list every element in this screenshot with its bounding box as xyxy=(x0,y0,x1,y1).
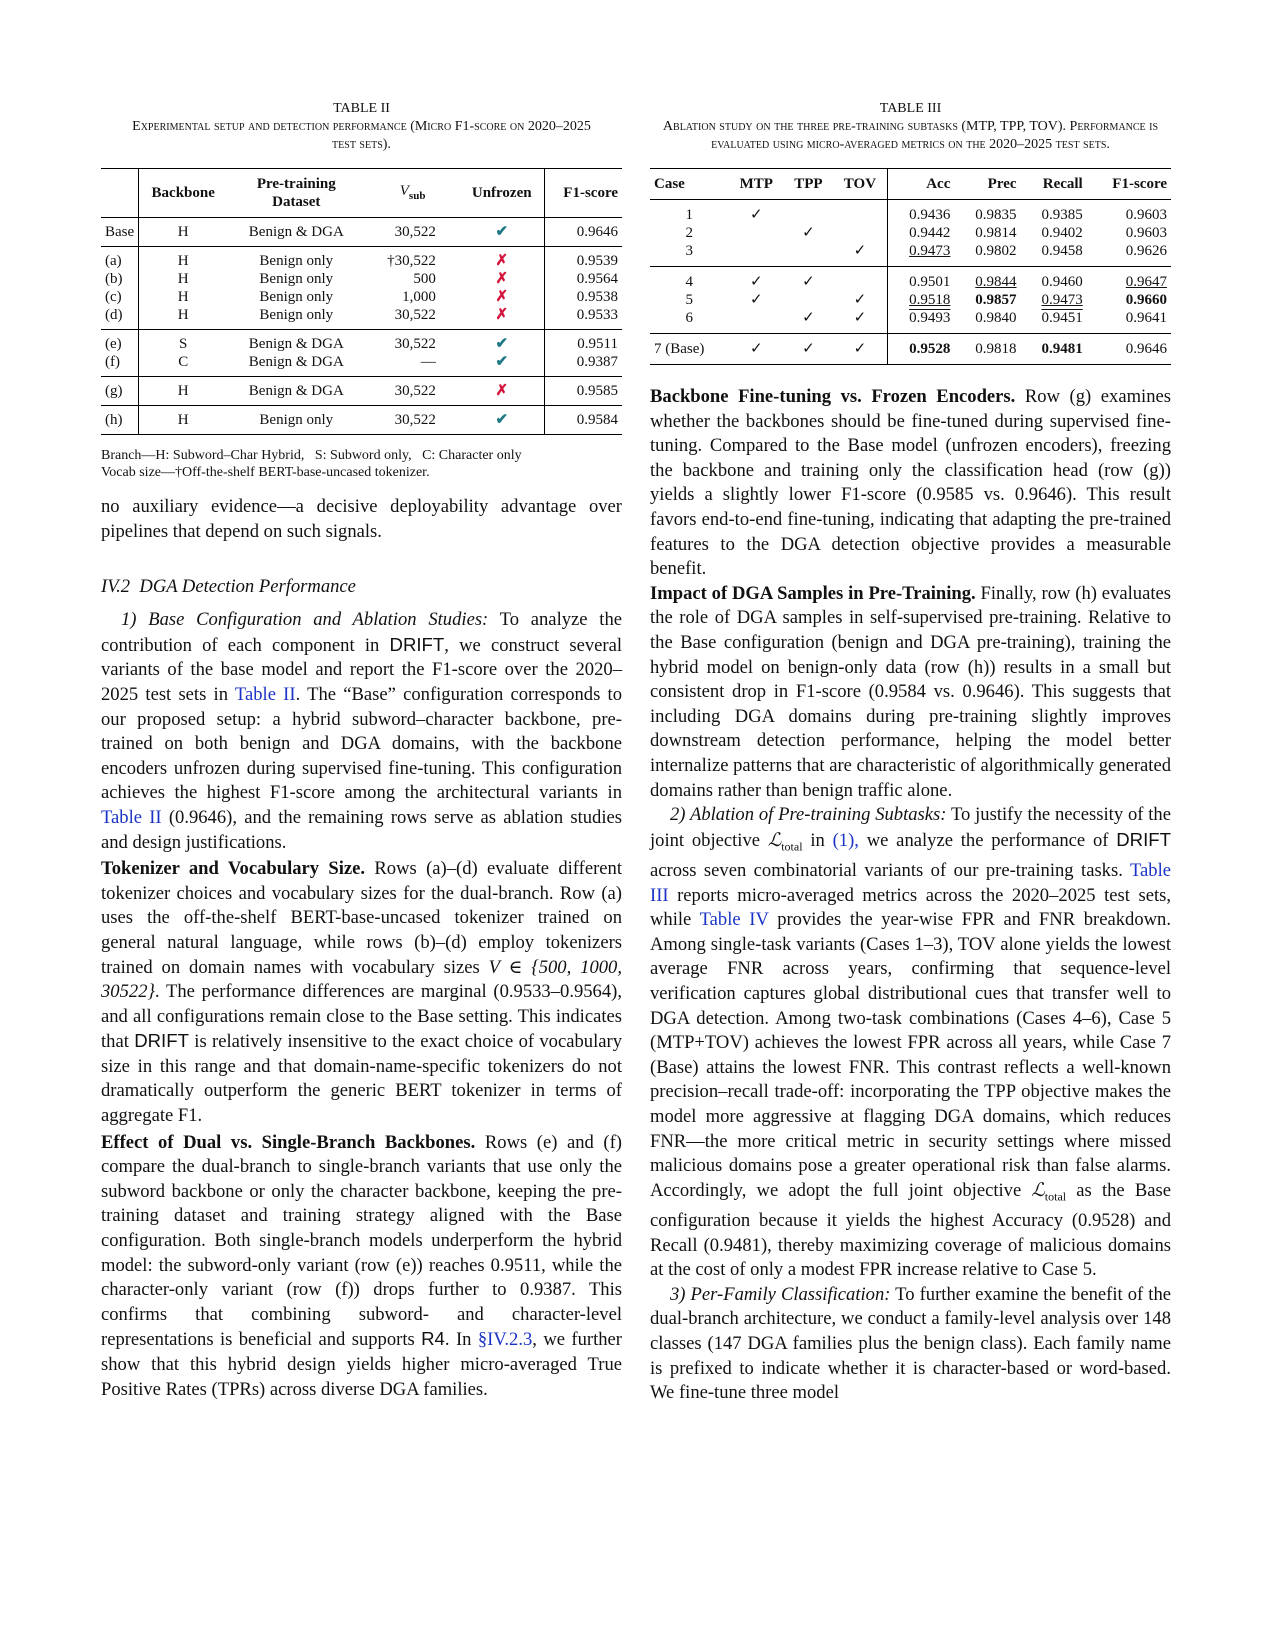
table2-cell-backbone: H xyxy=(177,383,189,399)
table3-cell-f1: 0.9641 xyxy=(1125,310,1167,326)
table3-cell-prec: 0.9844 xyxy=(975,274,1017,290)
table2-cell-id: (d) xyxy=(101,306,139,330)
table3-cell-recall: 0.9460 xyxy=(1041,274,1083,290)
table3-header-mtp: MTP xyxy=(739,176,773,192)
table2-cell-unfrozen: ✗ xyxy=(460,377,544,406)
paragraph-heading: Tokenizer and Vocabulary Size. xyxy=(101,858,366,880)
table2-link[interactable]: Table II xyxy=(101,806,162,828)
table2-cell-id: (e) xyxy=(101,330,139,354)
table-row xyxy=(650,291,1171,309)
table2-cell-vsub: 30,522 xyxy=(394,224,436,240)
table3-cell-case: 1 xyxy=(685,207,693,223)
table2-cell-vsub: 500 xyxy=(413,271,436,287)
table2-cell-dataset: Benign & DGA xyxy=(248,383,344,399)
table3-caption xyxy=(650,100,1171,154)
table2-note-branch: Branch—H: Subword–Char Hybrid, S: Subword only, C: Character only xyxy=(101,448,522,463)
table2-cell-dataset: Benign & DGA xyxy=(248,336,344,352)
table3-cell-f1: 0.9660 xyxy=(1125,292,1167,308)
table3-link[interactable]: Table III xyxy=(650,860,1171,906)
table2-cell-unfrozen: ✗ xyxy=(460,306,544,330)
table2-cell-unfrozen: ✗ xyxy=(460,247,544,271)
table3-cell-prec: 0.9840 xyxy=(975,310,1017,326)
table2-cell-f1: 0.9387 xyxy=(576,354,618,370)
table2-cell-id: (b) xyxy=(101,270,139,288)
table3-cell-recall: 0.9385 xyxy=(1041,207,1083,223)
table2-cell-f1: 0.9533 xyxy=(576,307,618,323)
table3-cell-recall: 0.9451 xyxy=(1041,310,1083,326)
table3-cell-tov: ✓ xyxy=(853,292,867,308)
table3-cell-case: 4 xyxy=(685,274,693,290)
table3-cell-tpp: ✓ xyxy=(802,341,815,357)
table3-cell-acc: 0.9501 xyxy=(909,274,951,290)
table2-cell-id: (f) xyxy=(101,353,139,377)
table3-header-case: Case xyxy=(654,176,685,192)
table2-cell-unfrozen: ✔ xyxy=(460,218,544,247)
paragraph-finetuning: Backbone Fine-tuning vs. Frozen Encoders. Row (g) examines whether the backbones should be fine-tuned during supervised fine-tuning. Compared to the Base model (unfrozen encoders), freezing the backbone and training only the classification head (row (g)) yields a slightly lower F1-score (0.9585 vs. 0.9646). This result favors end-to-end fine-tuning, indicating that adapting the pre-trained features to the DGA detection objective provides a measurable benefit. xyxy=(650,386,1171,580)
table-row xyxy=(101,218,622,247)
drift-name: DRIFT xyxy=(389,633,445,655)
drift-name: DRIFT xyxy=(134,1030,189,1052)
table-row xyxy=(650,334,1171,365)
table2-cell-backbone: H xyxy=(177,307,189,323)
table-row xyxy=(101,330,622,354)
table3-cell-f1: 0.9603 xyxy=(1125,207,1167,223)
table3-header-f1: F1-score xyxy=(1112,176,1167,192)
table2-cell-id: (c) xyxy=(101,288,139,306)
table2-header-f1: F1-score xyxy=(563,185,618,201)
table-row xyxy=(650,267,1171,292)
table2-header-unfrozen: Unfrozen xyxy=(460,169,544,218)
table3-cell-prec: 0.9835 xyxy=(975,207,1017,223)
table2-cell-vsub: †30,522 xyxy=(387,253,436,269)
table3-cell-prec: 0.9802 xyxy=(975,243,1017,259)
table3-cell-recall: 0.9473 xyxy=(1041,292,1083,308)
table2-cell-f1: 0.9538 xyxy=(576,289,618,305)
table3-cell-acc: 0.9442 xyxy=(909,225,951,241)
table2-cell-unfrozen: ✔ xyxy=(460,406,544,435)
left-continuation-paragraph: no auxiliary evidence—a decisive deployability advantage over pipelines that depend on such signals. xyxy=(101,496,622,542)
paragraph-subtask-ablation: 2) Ablation of Pre-training Subtasks: To justify the necessity of the joint objective ℒ$_{total}$ in (1), we analyze the performance of DRIFT across seven combinatorial variants of our pre-training tasks. Table III reports micro-averaged metrics across the 2020–2025 test sets, while Table IV provides the year-wise FPR and FNR breakdown. Among single-task variants (Cases 1–3), TOV alone yields the lowest average FNR across years, confirming that sequence-level verification captures global distributional cues that transfer well to DGA detection. Among two-task combinations (Cases 4–6), Case 5 (MTP+TOV) achieves the lowest FPR across all years, while Case 7 (Base) attains the lowest FNR. This contrast reflects a well-known precision–recall trade-off: incorporating the TPP objective makes the model more aggressive at flagging DGA domains, which reduces FNR—the more critical metric in security settings where missed malicious domains pose a greater operational risk than false alarms. Accordingly, we adopt the full joint objective ℒ$_{total}$ as the Base configuration because it yields the highest Accuracy (0.9528) and Recall (0.9481), thereby maximizing coverage of malicious domains at the cost of only a modest FPR increase relative to Case 5. xyxy=(650,804,1172,1281)
table4-link[interactable]: Table IV xyxy=(699,909,769,931)
table2-cell-dataset: Benign only xyxy=(259,271,334,287)
table3-header-tov: TOV xyxy=(833,169,888,200)
table-row xyxy=(101,306,622,330)
table2-cell-f1: 0.9511 xyxy=(577,336,618,352)
loss-symbol: ℒ$_{total}$ xyxy=(1031,1179,1067,1204)
table2-cell-vsub: 1,000 xyxy=(402,289,436,305)
table3-cell-prec: 0.9818 xyxy=(975,341,1017,357)
table3-cell-case: 2 xyxy=(685,225,693,241)
table2-cell-dataset: Benign & DGA xyxy=(248,354,344,370)
table2-cell-vsub: 30,522 xyxy=(394,383,436,399)
table3-cell-recall: 0.9402 xyxy=(1041,225,1083,241)
table2-cell-dataset: Benign only xyxy=(259,289,334,305)
table2-cell-backbone: S xyxy=(179,336,188,352)
table3-cell-acc: 0.9493 xyxy=(909,310,951,326)
requirement-r4: R4 xyxy=(421,1328,445,1350)
table3-cell-mtp: ✓ xyxy=(749,274,763,290)
table-row xyxy=(101,406,622,435)
table3-cell-mtp: ✓ xyxy=(749,341,763,357)
paragraph-heading: 3) Per-Family Classification: xyxy=(670,1283,891,1305)
table2-cell-backbone: H xyxy=(177,253,189,269)
table3-cell-mtp: ✓ xyxy=(749,292,763,308)
table3-cell-case: 5 xyxy=(685,292,693,308)
table-row xyxy=(101,353,622,377)
table3 xyxy=(650,168,1171,365)
table-row xyxy=(101,270,622,288)
table3-label: TABLE III xyxy=(879,101,942,116)
paragraph-dual-branch: Effect of Dual vs. Single-Branch Backbones. Rows (e) and (f) compare the dual-branch to single-branch variants that use only the subword backbone or only the character backbone, keeping the pre-training dataset and training strategy aligned with the Base configuration. Both single-branch models underperform the hybrid model: the subword-only variant (row (e)) reaches 0.9511, while the character-only variant (row (f)) drops further to 0.9387. This confirms that combining subword- and character-level representations is beneficial and supports R4. In §IV.2.3, we further show that this hybrid design yields higher micro-averaged True Positive Rates (TPRs) across diverse DGA families. xyxy=(101,1131,623,1400)
table2-cell-backbone: H xyxy=(177,224,189,240)
table2-cell-dataset: Benign only xyxy=(259,253,334,269)
table2-header-dataset: Pre-training Dataset xyxy=(256,176,336,210)
paragraph-heading: 1) Base Configuration and Ablation Studies: xyxy=(121,609,489,631)
table-row xyxy=(101,247,622,271)
table3-cell-tpp: ✓ xyxy=(802,274,815,290)
table3-header-tpp: TPP xyxy=(794,176,823,192)
table2-cell-vsub: 30,522 xyxy=(394,412,436,428)
table2-cell-unfrozen: ✔ xyxy=(460,330,544,354)
table2-header-vsub: $V_{sub}$ xyxy=(399,182,426,202)
paragraph-heading: Impact of DGA Samples in Pre-Training. xyxy=(650,582,976,604)
table-row xyxy=(101,377,622,406)
table2-caption-text: Experimental setup and detection performance (Micro F1-score on 2020–2025 test sets). xyxy=(132,119,591,152)
table-row xyxy=(650,200,1171,225)
table2-cell-backbone: C xyxy=(178,354,189,370)
table3-cell-f1: 0.9647 xyxy=(1125,274,1167,290)
table2-cell-f1: 0.9646 xyxy=(576,224,618,240)
table3-header-prec: Prec xyxy=(987,176,1017,192)
table3-cell-prec: 0.9814 xyxy=(975,225,1017,241)
table3-cell-tpp: ✓ xyxy=(802,225,815,241)
table3-cell-tpp: ✓ xyxy=(802,310,815,326)
equation-link[interactable]: (1), xyxy=(832,829,859,851)
table3-cell-case: 7 (Base) xyxy=(654,341,705,357)
paragraph-dga-samples: Impact of DGA Samples in Pre-Training. Finally, row (h) evaluates the role of DGA samples in self-supervised pre-training. Relative to the Base configuration (benign and DGA pre-training), training the hybrid model on benign-only data (row (h)) results in a small but consistent drop in F1-score (0.9584 vs. 0.9646). This suggests that including DGA domains during pre-training slightly improves downstream detection performance, helping the model better internalize patterns that are characteristic of algorithmically generated domains rather than benign traffic alone. xyxy=(650,582,1171,801)
table-row xyxy=(650,242,1171,267)
table3-cell-f1: 0.9626 xyxy=(1125,243,1167,259)
table3-cell-recall: 0.9458 xyxy=(1041,243,1083,259)
table3-cell-acc: 0.9518 xyxy=(909,292,951,308)
table2-cell-vsub: 30,522 xyxy=(394,307,436,323)
table-row xyxy=(650,309,1171,334)
table3-cell-acc: 0.9528 xyxy=(909,341,951,357)
table2-cell-f1: 0.9584 xyxy=(576,412,618,428)
table2-cell-backbone: H xyxy=(177,412,189,428)
table2-cell-dataset: Benign & DGA xyxy=(248,224,344,240)
table3-cell-f1: 0.9603 xyxy=(1125,225,1167,241)
table3-header-acc: Acc xyxy=(926,176,951,192)
table3-cell-case: 3 xyxy=(685,243,693,259)
table3-header-recall: Recall xyxy=(1042,176,1083,192)
table2-note-vocab: Vocab size—†Off-the-shelf BERT-base-uncased tokenizer. xyxy=(101,465,430,480)
table3-cell-case: 6 xyxy=(685,310,693,326)
paragraph-base-config: 1) Base Configuration and Ablation Studies: To analyze the contribution of each component in DRIFT, we construct several variants of the base model and report the F1-score over the 2020–2025 test sets in Table II. The “Base” configuration corresponds to our proposed setup: a hybrid subword–character backbone, pre-trained on both benign and DGA domains, with the backbone encoders unfrozen during supervised fine-tuning. This configuration achieves the highest F1-score among the architectural variants in Table II (0.9646), and the remaining rows serve as ablation studies and design justifications. xyxy=(101,609,623,853)
table2-cell-id: Base xyxy=(101,218,139,247)
paragraph-tokenizer: Tokenizer and Vocabulary Size. Rows (a)–(d) evaluate different tokenizer choices and vocabulary sizes for the dual-branch. Row (a) uses the off-the-shelf BERT-base-uncased tokenizer trained on general natural language, while rows (b)–(d) employ tokenizers trained on domain names with vocabulary sizes V ∈ {500, 1000, 30522}. The performance differences are marginal (0.9533–0.9564), and all configurations remain close to the Base setting. This indicates that DRIFT is relatively insensitive to the exact choice of vocabulary size in this range and that domain-name-specific tokenizers do not dramatically outperform the generic BERT tokenizer in terms of aggregate F1. xyxy=(101,858,622,1127)
drift-name: DRIFT xyxy=(1116,828,1171,850)
table2-cell-unfrozen: ✗ xyxy=(460,270,544,288)
table2-cell-vsub: — xyxy=(420,354,436,370)
paragraph-heading: Backbone Fine-tuning vs. Frozen Encoders. xyxy=(650,386,1016,407)
right-column xyxy=(650,100,1171,1406)
table-row xyxy=(101,288,622,306)
table2-cell-unfrozen: ✔ xyxy=(460,353,544,377)
table2-cell-dataset: Benign only xyxy=(259,412,334,428)
vocab-math: V ∈ {500, 1000, 30522} xyxy=(101,956,622,1003)
table2-cell-unfrozen: ✗ xyxy=(460,288,544,306)
table2-cell-f1: 0.9585 xyxy=(576,383,618,399)
table-row xyxy=(650,224,1171,242)
table3-cell-tov: ✓ xyxy=(853,243,867,259)
table3-cell-prec: 0.9857 xyxy=(975,292,1017,308)
section-link[interactable]: §IV.2.3 xyxy=(477,1329,533,1351)
table2-cell-backbone: H xyxy=(177,289,189,305)
left-column xyxy=(101,100,622,1402)
table2-label: TABLE II xyxy=(333,101,390,116)
table3-cell-recall: 0.9481 xyxy=(1041,341,1083,357)
table2-cell-backbone: H xyxy=(177,271,189,287)
paragraph-per-family: 3) Per-Family Classification: To further examine the benefit of the dual-branch architecture, we conduct a family-level analysis over 148 classes (147 DGA families plus the benign class). Each family name is prefixed to indicate whether it is character-based or word-based. We fine-tune three model xyxy=(650,1283,1172,1404)
table2-caption xyxy=(101,100,622,154)
table2-header-backbone: Backbone xyxy=(151,185,215,201)
table2-cell-vsub: 30,522 xyxy=(394,336,436,352)
table3-cell-f1: 0.9646 xyxy=(1125,341,1167,357)
section-heading: IV.2 DGA Detection Performance xyxy=(101,576,356,598)
table2-cell-dataset: Benign only xyxy=(259,307,334,323)
table2-notes xyxy=(101,447,622,481)
table3-cell-acc: 0.9473 xyxy=(909,243,951,259)
table2-cell-id: (g) xyxy=(101,377,139,406)
table2-cell-f1: 0.9564 xyxy=(576,271,618,287)
paragraph-heading: 2) Ablation of Pre-training Subtasks: xyxy=(670,804,947,826)
table2-cell-f1: 0.9539 xyxy=(576,253,618,269)
table2 xyxy=(101,168,622,435)
table3-caption-text: Ablation study on the three pre-training subtasks (MTP, TPP, TOV). Performance is evaluated using micro-averaged metrics on the 2020–2025 test sets. xyxy=(662,119,1159,152)
loss-symbol: ℒ$_{total}$ xyxy=(767,829,803,854)
table3-cell-acc: 0.9436 xyxy=(909,207,951,223)
table2-cell-id: (h) xyxy=(101,406,139,435)
table3-cell-tov: ✓ xyxy=(853,310,867,326)
table3-cell-tov: ✓ xyxy=(853,341,867,357)
paragraph-heading: Effect of Dual vs. Single-Branch Backbones. xyxy=(101,1131,476,1153)
table3-cell-mtp: ✓ xyxy=(749,207,763,223)
table2-cell-id: (a) xyxy=(101,247,139,271)
table2-link[interactable]: Table II xyxy=(234,683,296,705)
